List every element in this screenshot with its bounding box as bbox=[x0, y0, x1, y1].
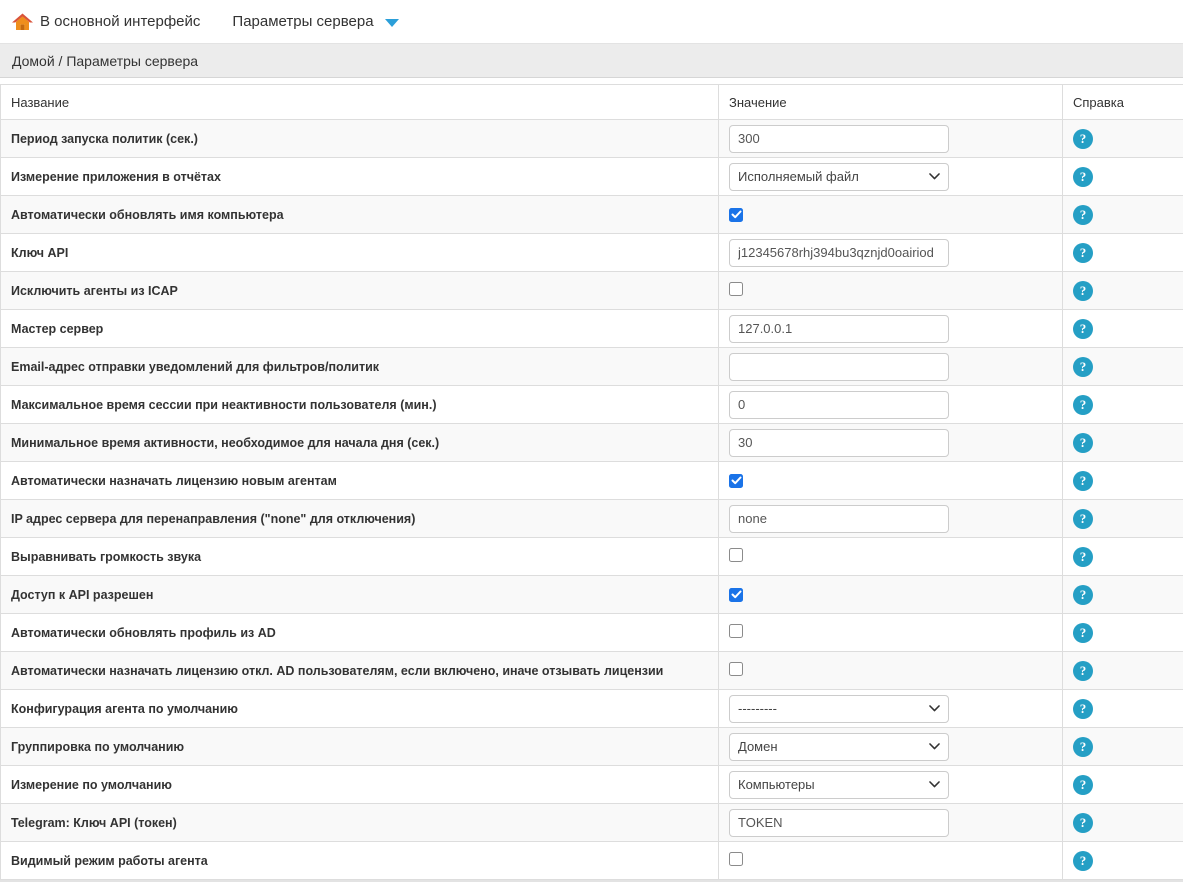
table-row bbox=[1, 234, 1183, 272]
help-icon[interactable]: ? bbox=[1073, 813, 1093, 833]
setting-value-cell bbox=[719, 766, 1063, 804]
help-icon[interactable]: ? bbox=[1073, 623, 1093, 643]
setting-value-cell bbox=[719, 348, 1063, 386]
setting-value-cell bbox=[719, 158, 1063, 196]
help-icon[interactable]: ? bbox=[1073, 737, 1093, 757]
setting-checkbox[interactable] bbox=[729, 282, 743, 296]
select-selected-value: Исполняемый файл bbox=[738, 169, 859, 184]
help-cell bbox=[1063, 804, 1183, 842]
table-row bbox=[1, 804, 1183, 842]
setting-label: Автоматически обновлять профиль из AD bbox=[1, 614, 719, 652]
select-selected-value: Компьютеры bbox=[738, 777, 815, 792]
help-cell bbox=[1063, 386, 1183, 424]
help-cell bbox=[1063, 120, 1183, 158]
setting-value-cell bbox=[719, 538, 1063, 576]
help-cell bbox=[1063, 842, 1183, 880]
setting-text-input[interactable] bbox=[729, 505, 949, 533]
setting-checkbox[interactable] bbox=[729, 624, 743, 638]
help-icon[interactable]: ? bbox=[1073, 775, 1093, 795]
setting-value-cell bbox=[719, 690, 1063, 728]
chevron-down-icon bbox=[929, 705, 940, 712]
help-cell bbox=[1063, 348, 1183, 386]
column-header-name: Название bbox=[1, 85, 719, 120]
chevron-down-icon bbox=[929, 743, 940, 750]
setting-value-cell bbox=[719, 386, 1063, 424]
top-nav bbox=[0, 0, 1183, 43]
setting-label: Автоматически назначать лицензию откл. AD пользователям, если включено, иначе отзывать лицензии bbox=[1, 652, 719, 690]
table-row bbox=[1, 766, 1183, 804]
help-cell bbox=[1063, 652, 1183, 690]
setting-text-input[interactable] bbox=[729, 239, 949, 267]
breadcrumb bbox=[0, 43, 1183, 78]
table-row bbox=[1, 462, 1183, 500]
help-cell bbox=[1063, 500, 1183, 538]
table-row bbox=[1, 614, 1183, 652]
table-row bbox=[1, 690, 1183, 728]
help-icon[interactable]: ? bbox=[1073, 281, 1093, 301]
setting-value-cell bbox=[719, 804, 1063, 842]
setting-select[interactable] bbox=[729, 771, 949, 799]
setting-value-cell bbox=[719, 120, 1063, 158]
table-row bbox=[1, 576, 1183, 614]
help-icon[interactable]: ? bbox=[1073, 167, 1093, 187]
setting-label: Доступ к API разрешен bbox=[1, 576, 719, 614]
help-icon[interactable]: ? bbox=[1073, 661, 1093, 681]
help-cell bbox=[1063, 614, 1183, 652]
help-icon[interactable]: ? bbox=[1073, 699, 1093, 719]
setting-label: Конфигурация агента по умолчанию bbox=[1, 690, 719, 728]
help-icon[interactable]: ? bbox=[1073, 471, 1093, 491]
table-row bbox=[1, 500, 1183, 538]
select-selected-value: Домен bbox=[738, 739, 778, 754]
setting-label: Выравнивать громкость звука bbox=[1, 538, 719, 576]
table-row bbox=[1, 120, 1183, 158]
setting-label: IP адрес сервера для перенаправления ("none" для отключения) bbox=[1, 500, 719, 538]
help-icon[interactable]: ? bbox=[1073, 129, 1093, 149]
main-interface-link[interactable] bbox=[12, 13, 200, 31]
setting-label: Минимальное время активности, необходимое для начала дня (сек.) bbox=[1, 424, 719, 462]
home-icon bbox=[12, 13, 33, 31]
caret-down-icon bbox=[385, 19, 399, 27]
setting-label: Максимальное время сессии при неактивности пользователя (мин.) bbox=[1, 386, 719, 424]
breadcrumb-current: Параметры сервера bbox=[66, 52, 199, 69]
setting-value-cell bbox=[719, 272, 1063, 310]
setting-label: Измерение по умолчанию bbox=[1, 766, 719, 804]
table-row bbox=[1, 310, 1183, 348]
table-row bbox=[1, 272, 1183, 310]
help-icon[interactable]: ? bbox=[1073, 319, 1093, 339]
setting-value-cell bbox=[719, 424, 1063, 462]
help-icon[interactable]: ? bbox=[1073, 547, 1093, 567]
setting-label: Группировка по умолчанию bbox=[1, 728, 719, 766]
setting-label: Исключить агенты из ICAP bbox=[1, 272, 719, 310]
setting-value-cell bbox=[719, 462, 1063, 500]
help-cell bbox=[1063, 234, 1183, 272]
setting-checkbox[interactable] bbox=[729, 852, 743, 866]
select-selected-value: --------- bbox=[738, 701, 777, 716]
server-params-table bbox=[0, 84, 1183, 880]
setting-label: Ключ API bbox=[1, 234, 719, 272]
setting-label: Telegram: Ключ API (токен) bbox=[1, 804, 719, 842]
help-cell bbox=[1063, 538, 1183, 576]
server-params-menu-label: Параметры сервера bbox=[232, 13, 374, 30]
setting-select[interactable] bbox=[729, 163, 949, 191]
breadcrumb-separator: / bbox=[54, 52, 67, 69]
table-row bbox=[1, 424, 1183, 462]
help-cell bbox=[1063, 158, 1183, 196]
setting-checkbox[interactable] bbox=[729, 208, 743, 222]
help-icon[interactable]: ? bbox=[1073, 357, 1093, 377]
help-icon[interactable]: ? bbox=[1073, 433, 1093, 453]
help-cell bbox=[1063, 728, 1183, 766]
chevron-down-icon bbox=[929, 781, 940, 788]
setting-value-cell bbox=[719, 842, 1063, 880]
table-row bbox=[1, 728, 1183, 766]
setting-value-cell bbox=[719, 728, 1063, 766]
setting-text-input[interactable] bbox=[729, 353, 949, 381]
server-params-menu[interactable] bbox=[232, 13, 398, 30]
help-cell bbox=[1063, 310, 1183, 348]
table-row bbox=[1, 842, 1183, 880]
help-cell bbox=[1063, 766, 1183, 804]
setting-label: Автоматически обновлять имя компьютера bbox=[1, 196, 719, 234]
help-cell bbox=[1063, 424, 1183, 462]
setting-label: Мастер сервер bbox=[1, 310, 719, 348]
setting-checkbox[interactable] bbox=[729, 662, 743, 676]
setting-text-input[interactable] bbox=[729, 391, 949, 419]
setting-checkbox[interactable] bbox=[729, 548, 743, 562]
setting-label: Период запуска политик (сек.) bbox=[1, 120, 719, 158]
table-row bbox=[1, 538, 1183, 576]
setting-select[interactable] bbox=[729, 733, 949, 761]
setting-checkbox[interactable] bbox=[729, 588, 743, 602]
column-header-help: Справка bbox=[1063, 85, 1183, 120]
setting-label: Email-адрес отправки уведомлений для фильтров/политик bbox=[1, 348, 719, 386]
setting-label: Автоматически назначать лицензию новым агентам bbox=[1, 462, 719, 500]
setting-value-cell bbox=[719, 310, 1063, 348]
setting-label: Видимый режим работы агента bbox=[1, 842, 719, 880]
help-cell bbox=[1063, 462, 1183, 500]
setting-value-cell bbox=[719, 500, 1063, 538]
help-icon[interactable]: ? bbox=[1073, 585, 1093, 605]
help-cell bbox=[1063, 576, 1183, 614]
setting-text-input[interactable] bbox=[729, 125, 949, 153]
setting-checkbox[interactable] bbox=[729, 474, 743, 488]
help-cell bbox=[1063, 272, 1183, 310]
setting-text-input[interactable] bbox=[729, 315, 949, 343]
table-row bbox=[1, 348, 1183, 386]
table-row bbox=[1, 196, 1183, 234]
setting-text-input[interactable] bbox=[729, 809, 949, 837]
setting-text-input[interactable] bbox=[729, 429, 949, 457]
help-icon[interactable]: ? bbox=[1073, 509, 1093, 529]
help-icon[interactable]: ? bbox=[1073, 851, 1093, 871]
setting-select[interactable] bbox=[729, 695, 949, 723]
chevron-down-icon bbox=[929, 173, 940, 180]
table-row bbox=[1, 652, 1183, 690]
setting-value-cell bbox=[719, 614, 1063, 652]
setting-value-cell bbox=[719, 576, 1063, 614]
table-row bbox=[1, 386, 1183, 424]
help-cell bbox=[1063, 690, 1183, 728]
breadcrumb-home-link[interactable]: Домой bbox=[12, 52, 55, 69]
help-cell bbox=[1063, 196, 1183, 234]
setting-value-cell bbox=[719, 196, 1063, 234]
setting-value-cell bbox=[719, 652, 1063, 690]
setting-value-cell bbox=[719, 234, 1063, 272]
setting-label: Измерение приложения в отчётах bbox=[1, 158, 719, 196]
main-interface-label: В основной интерфейс bbox=[40, 13, 201, 30]
help-icon[interactable]: ? bbox=[1073, 395, 1093, 415]
column-header-value: Значение bbox=[719, 85, 1063, 120]
help-icon[interactable]: ? bbox=[1073, 243, 1093, 263]
table-header-row bbox=[1, 85, 1183, 120]
help-icon[interactable]: ? bbox=[1073, 205, 1093, 225]
table-row bbox=[1, 158, 1183, 196]
